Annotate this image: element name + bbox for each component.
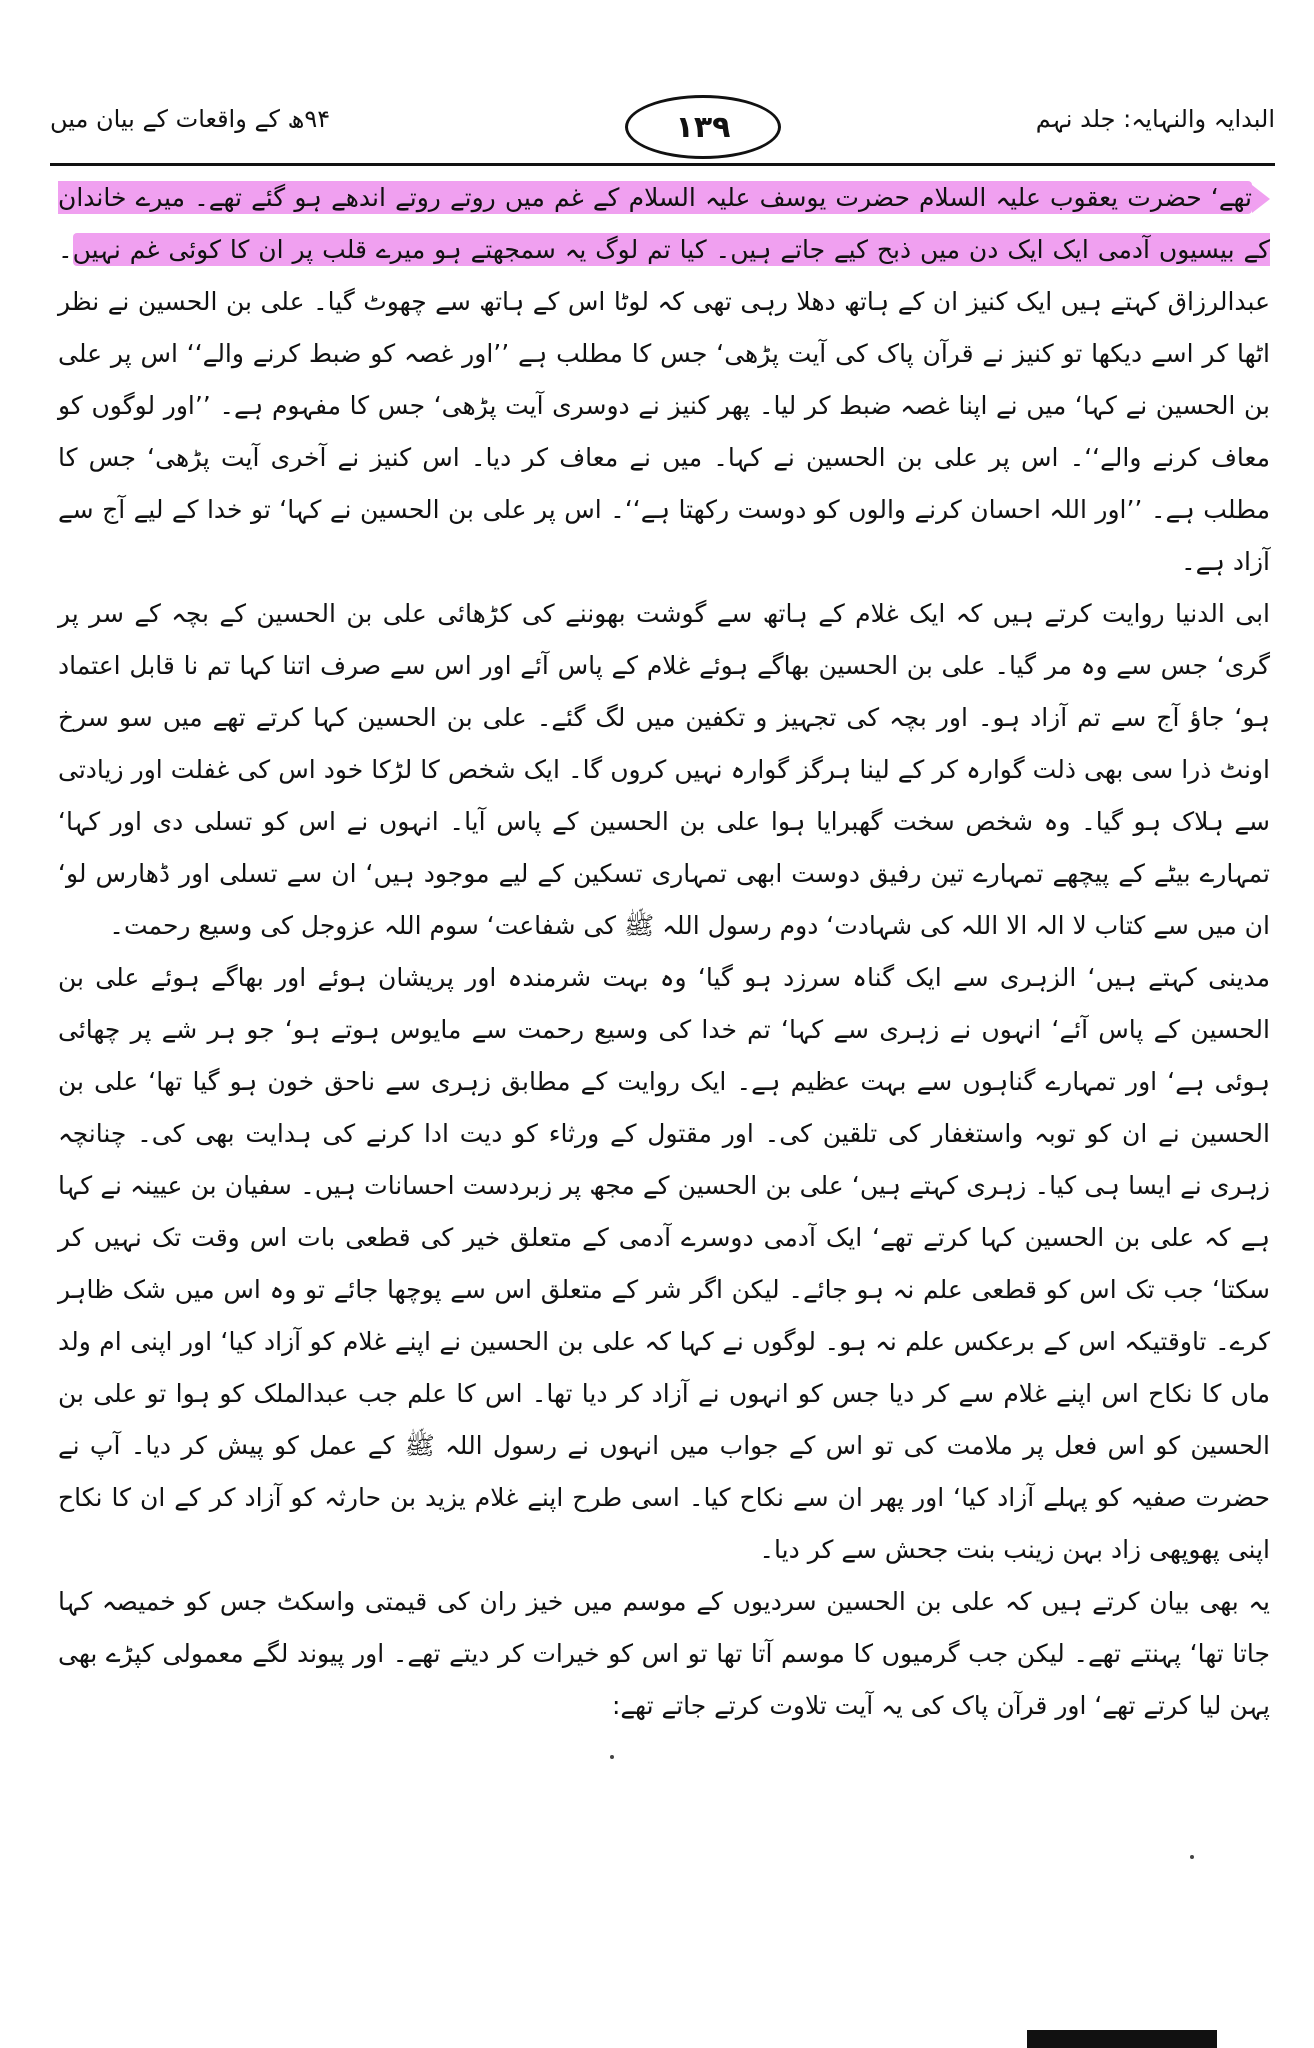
paragraph-3: مدینی کہتے ہیں‘ الزہری سے ایک گناہ سرزد ہو گیا‘ وہ بہت شرمندہ اور پریشان ہوئے اور بھاگے ہوئے علی بن الحسین کے پاس آئے‘ انہوں نے زہری سے کہا‘ تم خدا کی وسیع رحمت سے مایوس ہوتے ہو‘ جو ہر شے پر چھائی ہوئی ہے‘ اور تمہارے گناہوں سے بہت عظیم ہے۔ ایک روایت کے مطابق زہری سے ناحق خون ہو گیا تھا‘ علی بن الحسین نے ان کو توبہ واستغفار کی تلقین کی۔ اور مقتول کے ورثاء کو دیت ادا کرنے کی ہدایت بھی کی۔ چنانچہ زہری نے ایسا ہی کیا۔ زہری کہتے ہیں‘ علی بن الحسین کے مجھ پر زبردست احسانات ہیں۔ سفیان بن عیینہ نے کہا ہے کہ علی بن الحسین کہا کرتے تھے‘ ایک آدمی دوسرے آدمی کے متعلق خیر کی قطعی بات اس وقت تک نہیں کر سکتا‘ جب تک اس کو قطعی علم نہ ہو جائے۔ لیکن اگر شر کے متعلق اس سے پوچھا جائے تو وہ اس میں شک ظاہر کرے۔ تاوقتیکہ اس کے برعکس علم نہ ہو۔ لوگوں نے کہا کہ علی بن الحسین نے اپنے غلام کو آزاد کیا‘ اور اپنی ام ولد ماں کا نکاح اس اپنے غلام سے کر دیا جس کو انہوں نے آزاد کر دیا تھا۔ اس کا علم جب عبدالملک کو ہوا تو علی بن الحسین کو اس فعل پر ملامت کی تو اس کے جواب میں انہوں نے رسول اللہ ﷺ کے عمل کو پیش کر دیا۔ آپ نے حضرت صفیہ کو پہلے آزاد کیا‘ اور پھر ان سے نکاح کیا۔ اسی طرح اپنے غلام یزید بن حارثہ کو آزاد کر کے ان کا نکاح اپنی پھوپھی زاد بہن زینب بنت جحش سے کر دیا۔ <box>58 963 1270 1564</box>
highlighted-passage: تھے‘ حضرت یعقوب علیہ السلام حضرت یوسف علیہ السلام کے غم میں روتے روتے اندھے ہو گئے تھے۔ میرے خاندان کے بیسیوں آدمی ایک ایک دن میں ذبح کیے جاتے ہیں۔ کیا تم لوگ یہ سمجھتے ہو میرے قلب پر ان کا کوئی غم نہیں <box>58 183 1270 264</box>
paragraph-1-text: ۔عبدالرزاق کہتے ہیں ایک کنیز ان کے ہاتھ دھلا رہی تھی کہ لوٹا اس کے ہاتھ سے چھوٹ گیا۔ علی بن الحسین نے نظر اٹھا کر اسے دیکھا تو کنیز نے قرآن پاک کی آیت پڑھی‘ جس کا مطلب ہے ’’اور غصہ کو ضبط کرنے والے‘‘ اس پر علی بن الحسین نے کہا‘ میں نے اپنا غصہ ضبط کر لیا۔ پھر کنیز نے دوسری آیت پڑھی‘ جس کا مفہوم ہے۔ ’’اور لوگوں کو معاف کرنے والے‘‘۔ اس پر علی بن الحسین نے کہا۔ میں نے معاف کر دیا۔ اس کنیز نے آخری آیت پڑھی‘ جس کا مطلب ہے۔ ’’اور اللہ احسان کرنے والوں کو دوست رکھتا ہے‘‘۔ اس پر علی بن الحسین نے کہا‘ تو خدا کے لیے آج سے آزاد ہے۔ <box>58 235 1270 576</box>
page-number <box>625 95 781 159</box>
page-number-text: ۱۳۹ <box>675 109 731 145</box>
footer-bar <box>1027 2030 1217 2048</box>
paragraph-2: ابی الدنیا روایت کرتے ہیں کہ ایک غلام کے ہاتھ سے گوشت بھوننے کی کڑھائی علی بن الحسین کے بچہ کے سر پر گری‘ جس سے وہ مر گیا۔ علی بن الحسین بھاگے ہوئے غلام کے پاس آئے اور اس سے صرف اتنا کہا تم نا قابل اعتماد ہو‘ جاؤ آج سے تم آزاد ہو۔ اور بچہ کی تجہیز و تکفین میں لگ گئے۔ علی بن الحسین کہا کرتے تھے میں سو سرخ اونٹ ذرا سی بھی ذلت گوارہ کر کے لینا ہرگز گوارہ نہیں کروں گا۔ ایک شخص کا لڑکا خود اس کی غفلت اور زیادتی سے ہلاک ہو گیا۔ وہ شخص سخت گھبرایا ہوا علی بن الحسین کے پاس آیا۔ انہوں نے اس کو تسلی دی اور کہا‘ تمہارے بیٹے کے پیچھے تمہارے تین رفیق دوست ابھی تمہاری تسکین کے لیے موجود ہیں‘ ان سے تسلی اور ڈھارس لو‘ ان میں سے کتاب لا الہ الا اللہ کی شہادت‘ دوم رسول اللہ ﷺ کی شفاعت‘ سوم اللہ عزوجل کی وسیع رحمت۔ <box>58 599 1270 940</box>
paragraph-1 <box>58 172 1270 588</box>
body-text <box>58 172 1270 1732</box>
book-title: البدایہ والنہایہ: جلد نہم <box>1035 105 1275 133</box>
highlight-arrow-icon <box>1252 185 1270 213</box>
paragraph-4: یہ بھی بیان کرتے ہیں کہ علی بن الحسین سردیوں کے موسم میں خیز ران کی قیمتی واسکٹ جس کو خمیصہ کہا جاتا تھا‘ پہنتے تھے۔ لیکن جب گرمیوں کا موسم آتا تھا تو اس کو خیرات کر دیتے تھے۔ اور پیوند لگے معمولی کپڑے بھی پہن لیا کرتے تھے‘ اور قرآن پاک کی یہ آیت تلاوت کرتے جاتے تھے: <box>58 1587 1270 1720</box>
scan-speck <box>1190 1855 1194 1859</box>
page-header <box>50 95 1275 165</box>
scan-speck <box>610 1755 614 1759</box>
section-title: ۹۴ھ کے واقعات کے بیان میں <box>50 105 331 133</box>
header-rule <box>50 163 1275 166</box>
